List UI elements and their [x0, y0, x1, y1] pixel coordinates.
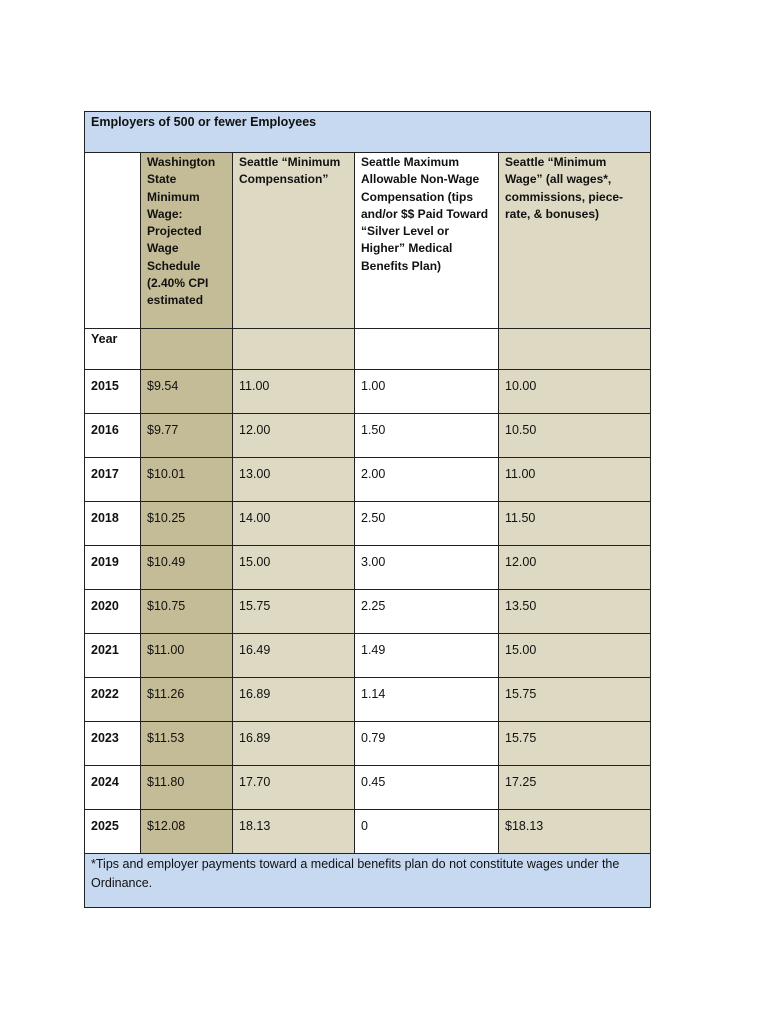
seattle-min-wage-cell: 10.50 — [499, 414, 651, 458]
year-cell: 2017 — [85, 458, 141, 502]
wa-wage-cell: $11.80 — [141, 766, 233, 810]
table-row — [85, 502, 651, 546]
seattle-min-comp-cell: 16.89 — [233, 722, 355, 766]
table-row — [85, 678, 651, 722]
table-title: Employers of 500 or fewer Employees — [85, 112, 651, 153]
seattle-min-wage-cell: 15.75 — [499, 722, 651, 766]
year-row-nonwage-cell — [355, 329, 499, 370]
table-row — [85, 370, 651, 414]
seattle-max-nonwage-cell: 0.79 — [355, 722, 499, 766]
year-cell: 2025 — [85, 810, 141, 854]
header-seattle-max-nonwage: Seattle Maximum Allowable Non-Wage Compensation (tips and/or $$ Paid Toward “Silver Level or Higher” Medical Benefits Plan) — [355, 153, 499, 329]
seattle-max-nonwage-cell: 1.14 — [355, 678, 499, 722]
header-seattle-min-wage: Seattle “Minimum Wage” (all wages*, commissions, piece-rate, & bonuses) — [499, 153, 651, 329]
year-cell: 2024 — [85, 766, 141, 810]
year-label: Year — [85, 329, 141, 370]
seattle-min-wage-cell: 10.00 — [499, 370, 651, 414]
wa-wage-cell: $9.54 — [141, 370, 233, 414]
table-row — [85, 590, 651, 634]
table-row — [85, 810, 651, 854]
seattle-min-wage-cell: $18.13 — [499, 810, 651, 854]
year-cell: 2023 — [85, 722, 141, 766]
table-row — [85, 766, 651, 810]
seattle-min-wage-cell: 11.00 — [499, 458, 651, 502]
seattle-max-nonwage-cell: 1.50 — [355, 414, 499, 458]
seattle-min-wage-cell: 12.00 — [499, 546, 651, 590]
seattle-min-wage-cell: 15.00 — [499, 634, 651, 678]
year-cell: 2016 — [85, 414, 141, 458]
wa-wage-cell: $11.53 — [141, 722, 233, 766]
wage-schedule-table — [84, 111, 651, 908]
seattle-min-comp-cell: 14.00 — [233, 502, 355, 546]
seattle-min-comp-cell: 11.00 — [233, 370, 355, 414]
seattle-max-nonwage-cell: 0.45 — [355, 766, 499, 810]
title-row — [85, 112, 651, 153]
wa-wage-cell: $10.75 — [141, 590, 233, 634]
year-cell: 2015 — [85, 370, 141, 414]
seattle-min-comp-cell: 13.00 — [233, 458, 355, 502]
seattle-min-comp-cell: 16.89 — [233, 678, 355, 722]
seattle-min-comp-cell: 15.00 — [233, 546, 355, 590]
wa-wage-cell: $10.01 — [141, 458, 233, 502]
seattle-max-nonwage-cell: 2.25 — [355, 590, 499, 634]
header-blank-cell — [85, 153, 141, 329]
footnote: *Tips and employer payments toward a medical benefits plan do not constitute wages under the Ordinance. — [85, 854, 651, 908]
wa-wage-cell: $10.25 — [141, 502, 233, 546]
seattle-max-nonwage-cell: 3.00 — [355, 546, 499, 590]
table-row — [85, 722, 651, 766]
wage-schedule-document — [84, 111, 650, 908]
seattle-max-nonwage-cell: 1.49 — [355, 634, 499, 678]
table-row — [85, 634, 651, 678]
table-row — [85, 546, 651, 590]
seattle-max-nonwage-cell: 0 — [355, 810, 499, 854]
wa-wage-cell: $9.77 — [141, 414, 233, 458]
seattle-min-wage-cell: 11.50 — [499, 502, 651, 546]
seattle-max-nonwage-cell: 1.00 — [355, 370, 499, 414]
seattle-min-comp-cell: 18.13 — [233, 810, 355, 854]
seattle-max-nonwage-cell: 2.50 — [355, 502, 499, 546]
year-row-wage-cell — [499, 329, 651, 370]
seattle-min-wage-cell: 13.50 — [499, 590, 651, 634]
wa-wage-cell: $11.00 — [141, 634, 233, 678]
year-cell: 2020 — [85, 590, 141, 634]
year-row-wa-cell — [141, 329, 233, 370]
seattle-min-comp-cell: 16.49 — [233, 634, 355, 678]
footnote-row — [85, 854, 651, 908]
year-label-row — [85, 329, 651, 370]
seattle-min-comp-cell: 17.70 — [233, 766, 355, 810]
header-row — [85, 153, 651, 329]
seattle-min-comp-cell: 15.75 — [233, 590, 355, 634]
header-seattle-min-compensation: Seattle “Minimum Compensation” — [233, 153, 355, 329]
table-row — [85, 414, 651, 458]
table-row — [85, 458, 651, 502]
seattle-min-wage-cell: 17.25 — [499, 766, 651, 810]
seattle-min-comp-cell: 12.00 — [233, 414, 355, 458]
year-cell: 2022 — [85, 678, 141, 722]
year-cell: 2019 — [85, 546, 141, 590]
seattle-max-nonwage-cell: 2.00 — [355, 458, 499, 502]
year-cell: 2021 — [85, 634, 141, 678]
seattle-min-wage-cell: 15.75 — [499, 678, 651, 722]
header-washington-state: Washington State Minimum Wage: Projected Wage Schedule (2.40% CPI estimated — [141, 153, 233, 329]
year-row-comp-cell — [233, 329, 355, 370]
wa-wage-cell: $10.49 — [141, 546, 233, 590]
wa-wage-cell: $12.08 — [141, 810, 233, 854]
year-cell: 2018 — [85, 502, 141, 546]
wa-wage-cell: $11.26 — [141, 678, 233, 722]
